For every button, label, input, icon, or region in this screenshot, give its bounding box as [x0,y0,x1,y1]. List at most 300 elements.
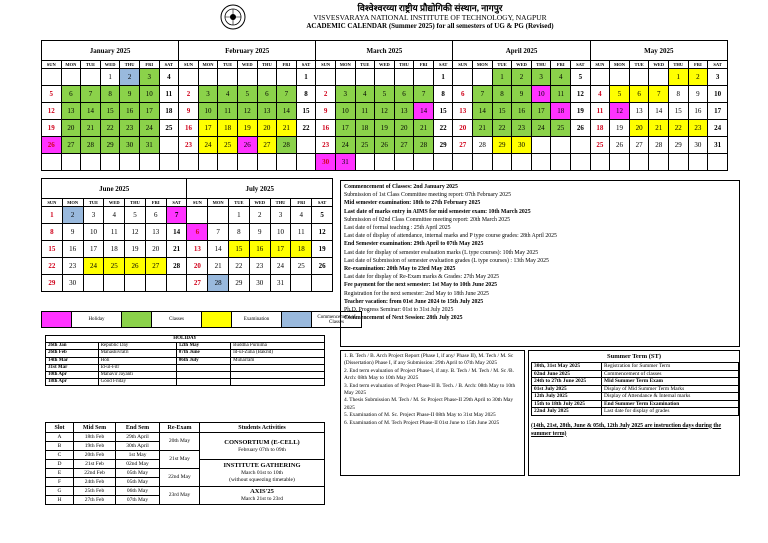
day-cell: 21 [81,120,101,137]
day-cell: 28 [473,137,493,154]
week-row [42,258,333,275]
day-cell: 25 [551,120,571,137]
holiday-cell: 12th May [176,343,230,350]
day-cell [551,154,571,171]
month-title: March 2025 [316,41,453,61]
day-cell: 25 [355,137,375,154]
month-title-row [42,41,728,61]
day-cell: 21 [473,120,493,137]
day-cell: 7 [166,207,187,224]
day-header: FRI [414,61,434,69]
project-note: 6. Examination of M. Tech Project Phase-II 01st June to 15th June 2025 [344,419,500,426]
day-cell: 18 [355,120,375,137]
col-slot: Slot [46,423,74,433]
note-line: Last date of formal teaching : 25th April 2025 [344,225,451,232]
end-sem: 29th April [116,433,160,442]
day-cell: 29 [492,137,512,154]
day-header: SUN [453,61,473,69]
day-cell: 26 [125,258,146,275]
day-header: TUE [81,61,101,69]
day-cell [649,154,669,171]
day-cell: 9 [688,86,708,103]
day-cell [296,154,316,171]
header [0,4,768,40]
day-cell: 1 [42,207,63,224]
day-cell: 25 [291,258,312,275]
day-cell: 7 [649,86,669,103]
col-end-sem: End Sem [116,423,160,433]
day-cell: 15 [229,241,250,258]
day-cell: 13 [257,103,277,120]
summer-date: 02nd June 2025 [532,370,602,378]
day-cell: 3 [139,69,159,86]
day-header: THU [669,61,689,69]
day-cell: 4 [551,69,571,86]
day-cell: 24 [708,120,728,137]
day-cell: 12 [571,86,591,103]
day-cell [590,154,610,171]
mid-sem: 25th Feb [74,487,116,496]
day-header-row [42,61,728,69]
day-header: WED [375,61,395,69]
day-cell [610,154,630,171]
day-header: SAT [296,61,316,69]
summer-term-box [528,350,740,476]
day-cell: 26 [610,137,630,154]
day-cell: 14 [81,103,101,120]
day-header: TUE [355,61,375,69]
month-title: May 2025 [590,41,727,61]
day-cell [218,154,238,171]
day-header: FRI [145,199,166,207]
holiday-cell: Good Friday [98,379,176,386]
note-line: Re-examination: 20th May to 23rd May 2025 [344,266,456,273]
day-cell [237,69,257,86]
day-header: FRI [277,61,297,69]
day-cell: 7 [208,224,229,241]
day-cell: 3 [83,207,104,224]
mid-sem: 19th Feb [74,442,116,451]
day-cell [492,154,512,171]
month-title: July 2025 [187,179,333,199]
day-cell: 8 [492,86,512,103]
day-cell [83,275,104,292]
day-cell: 12 [312,224,333,241]
day-cell: 22 [492,120,512,137]
day-cell: 14 [649,103,669,120]
week-row [42,207,333,224]
day-cell: 6 [257,86,277,103]
summer-event: Display of Mid Summer Term Marks [602,385,739,393]
day-cell: 26 [571,120,591,137]
day-cell: 28 [208,275,229,292]
slot: A [46,433,74,442]
day-cell: 17 [708,103,728,120]
day-header: TUE [229,199,250,207]
day-cell: 5 [312,207,333,224]
activity-axis [200,487,325,505]
day-cell: 31 [335,154,355,171]
day-cell: 24 [139,120,159,137]
week-row [42,154,728,171]
day-header: THU [257,61,277,69]
day-cell [649,69,669,86]
day-cell [139,154,159,171]
day-cell: 29 [669,137,689,154]
day-cell: 15 [296,103,316,120]
day-cell [551,137,571,154]
summer-term-table [531,362,739,416]
day-cell: 24 [335,137,355,154]
day-cell: 13 [145,224,166,241]
day-cell: 18 [551,103,571,120]
day-cell: 28 [414,137,434,154]
slot: F [46,478,74,487]
day-cell [610,69,630,86]
day-cell [159,137,179,154]
day-cell: 9 [316,103,336,120]
day-cell: 16 [179,120,199,137]
day-header: MON [208,199,229,207]
note-line: Last date for display of semester evaluation marks (L type courses): 10th May 2025 [344,249,539,256]
day-cell [669,154,689,171]
holiday-cell: 10th Apr [46,371,99,378]
holiday-table [45,335,325,386]
week-row [42,120,728,137]
day-cell: 6 [61,86,81,103]
day-cell: 21 [277,120,297,137]
day-header: FRI [551,61,571,69]
day-cell: 17 [139,103,159,120]
activity-axis-title: AXIS'25 [250,488,274,495]
day-cell: 14 [166,224,187,241]
day-cell: 27 [629,137,649,154]
day-cell [257,154,277,171]
institute-logo-icon [220,4,246,30]
day-cell: 22 [100,120,120,137]
day-cell: 29 [229,275,250,292]
calendar-bottom [41,178,333,292]
day-cell: 2 [62,207,83,224]
legend-commencement: Commencement of Classes [312,312,362,328]
day-cell: 16 [688,103,708,120]
summer-date: 15th to 18th July 2025 [532,400,602,408]
day-cell [187,207,208,224]
slot: D [46,460,74,469]
day-cell: 27 [453,137,473,154]
day-cell: 9 [249,224,270,241]
day-cell: 1 [492,69,512,86]
day-cell: 23 [249,258,270,275]
day-cell [81,154,101,171]
activity-consortium-date: February 07th to 09th [238,446,286,453]
activity-gathering-note: (without squeezing timetable) [229,477,295,483]
note-line: Commencement of Next Session: 28th July 2025 [344,315,463,322]
day-header: SUN [187,199,208,207]
day-cell: 7 [81,86,101,103]
day-cell: 5 [237,86,257,103]
day-header: SAT [571,61,591,69]
holiday-cell [176,364,230,371]
day-cell: 25 [218,137,238,154]
day-cell: 23 [179,137,199,154]
summer-term-footnote: (14th, 21st, 28th, June & 05th, 12th July 2025 are instruction days during the summer term) [531,422,722,437]
day-cell: 30 [688,137,708,154]
end-sem: 30th April [116,442,160,451]
day-cell: 1 [296,69,316,86]
day-cell: 18 [218,120,238,137]
day-cell: 18 [291,241,312,258]
day-header: SUN [42,61,62,69]
end-sem: 1st May [116,451,160,460]
day-cell: 10 [139,86,159,103]
day-cell: 27 [394,137,414,154]
holiday-cell: 26th Feb [46,350,99,357]
summer-row [532,400,739,408]
day-header: SUN [316,61,336,69]
day-cell [125,275,146,292]
month-title: January 2025 [42,41,179,61]
day-cell [296,137,316,154]
day-cell [708,154,728,171]
project-note: 3. End term evaluation of Project Phase-II B. Tech. / B. Arch: 08th May to 10th May 2025 [344,382,516,397]
end-sem: 05th May [116,469,160,478]
summer-event: Registration for Summer Term [602,363,739,371]
mid-sem: 20th Feb [74,451,116,460]
day-cell: 23 [688,120,708,137]
legend [41,311,362,328]
day-header: SAT [159,61,179,69]
holiday-row [46,379,325,386]
note-line: Registration for the next semester: 2nd May to 18th June 2025 [344,290,489,297]
day-cell: 12 [610,103,630,120]
week-row [42,224,333,241]
project-note: 2. End term evaluation of Project Phase-I, if any. B. Tech / M. Tech / M. Sc /B. Arch: 08th May to 10th May 2025 [344,367,514,382]
day-cell: 16 [120,103,140,120]
day-cell: 21 [208,258,229,275]
day-header: THU [394,61,414,69]
day-header: THU [531,61,551,69]
day-cell: 11 [590,103,610,120]
day-cell [218,69,238,86]
day-header: WED [100,61,120,69]
day-cell: 31 [139,137,159,154]
activity-consortium [200,433,325,460]
day-cell: 14 [208,241,229,258]
day-cell: 30 [249,275,270,292]
day-cell [179,154,199,171]
day-cell: 18 [159,103,179,120]
day-cell: 2 [688,69,708,86]
day-cell: 25 [590,137,610,154]
day-header: WED [512,61,532,69]
note-line: Mid semester examination: 18th to 27th February 2025 [344,200,481,207]
day-cell: 17 [335,120,355,137]
day-cell: 12 [375,103,395,120]
day-cell: 30 [316,154,336,171]
holiday-cell: Muharram [231,357,325,364]
day-cell: 31 [270,275,291,292]
day-cell: 29 [433,137,453,154]
summer-row [532,370,739,378]
week-row [42,69,728,86]
day-cell [120,154,140,171]
day-cell: 20 [145,241,166,258]
holiday-row [46,357,325,364]
holiday-cell: 06th July [176,357,230,364]
day-cell [104,275,125,292]
day-cell: 5 [125,207,146,224]
day-cell: 2 [512,69,532,86]
day-cell [571,154,591,171]
day-cell: 21 [414,120,434,137]
month-title: April 2025 [453,41,590,61]
day-cell: 16 [249,241,270,258]
slot: E [46,469,74,478]
day-cell: 15 [669,103,689,120]
day-cell: 30 [512,137,532,154]
day-header: WED [649,61,669,69]
day-cell [198,69,218,86]
day-cell: 6 [145,207,166,224]
mid-sem: 24th Feb [74,478,116,487]
holiday-cell: 07th June [176,350,230,357]
day-cell [531,137,551,154]
day-cell: 13 [61,103,81,120]
day-cell [531,154,551,171]
day-cell: 20 [257,120,277,137]
note-line: End Semester examination: 29th April to 07th May 2025 [344,241,484,248]
day-cell: 29 [42,275,63,292]
summer-date: 12th July 2025 [532,393,602,401]
holiday-cell: Mahavir Jayanti [98,371,176,378]
day-cell: 2 [249,207,270,224]
day-cell [42,154,62,171]
day-cell: 5 [610,86,630,103]
day-cell: 4 [218,86,238,103]
slot: G [46,487,74,496]
day-cell: 27 [61,137,81,154]
day-cell: 16 [62,241,83,258]
day-cell: 17 [198,120,218,137]
day-cell: 8 [100,86,120,103]
summer-row [532,385,739,393]
day-header: FRI [291,199,312,207]
day-cell [473,69,493,86]
day-cell: 10 [531,86,551,103]
day-cell: 7 [473,86,493,103]
day-cell [277,154,297,171]
day-header: FRI [139,61,159,69]
day-cell [277,69,297,86]
summer-date: 24th to 27th June 2025 [532,378,602,386]
day-cell [355,154,375,171]
day-cell: 13 [629,103,649,120]
end-sem: 07th May [116,496,160,505]
holiday-cell [176,379,230,386]
day-cell: 25 [159,120,179,137]
day-cell: 24 [531,120,551,137]
day-cell: 8 [229,224,250,241]
note-line: Last date for display of Re-Exam marks & Grades: 27th May 2025 [344,274,500,281]
day-cell [629,69,649,86]
project-note: 1. B. Tech / B. Arch Project Report (Phase I, if any/ Phase II), M. Tech / M. Sc (Dissertation) Phase I, if any Submission: 29th April to 07th May 2025 [344,353,514,367]
summer-row [532,393,739,401]
day-cell: 20 [394,120,414,137]
summer-event: Mid Summer Term Exam [602,378,739,386]
activity-gathering-title: INSTITUTE GATHERING [223,462,301,469]
day-cell: 4 [159,69,179,86]
note-line: Ph.D. Progress Seminar: 01st to 31st July 2025 [344,307,454,314]
day-cell: 11 [104,224,125,241]
day-cell: 28 [166,258,187,275]
holiday-cell: 26th Jan [46,343,99,350]
day-cell: 25 [104,258,125,275]
day-header: TUE [492,61,512,69]
day-cell: 19 [42,120,62,137]
summer-date: 01st July 2025 [532,385,602,393]
day-cell [473,154,493,171]
day-cell [100,154,120,171]
re-exam: 20th May [160,433,200,451]
day-cell: 30 [120,137,140,154]
day-header: MON [610,61,630,69]
day-cell: 10 [708,86,728,103]
day-header: MON [473,61,493,69]
day-cell: 20 [453,120,473,137]
day-cell: 28 [81,137,101,154]
day-cell: 8 [296,86,316,103]
project-note: 4. Thesis Submission M. Tech / M. Sc Project Phase-II 29th April to 30th May 2025 [344,397,514,411]
project-note: 5. Examination of M. Sc. Project Phase-II 08th May to 31st May 2025 [344,412,496,419]
day-cell: 10 [335,103,355,120]
mid-sem: 27th Feb [74,496,116,505]
month-title: February 2025 [179,41,316,61]
day-cell: 15 [100,103,120,120]
day-cell: 23 [512,120,532,137]
day-cell: 13 [187,241,208,258]
note-line: Commencement of Classes: 2nd January 2025 [344,184,458,190]
day-cell: 26 [42,137,62,154]
day-header: SAT [708,61,728,69]
day-cell: 30 [62,275,83,292]
legend-classes: Classes [152,312,202,328]
day-cell [257,69,277,86]
day-cell [453,69,473,86]
day-cell [159,154,179,171]
day-cell: 11 [159,86,179,103]
activity-gathering-date: March 01st to 10th [241,470,283,476]
day-cell: 11 [355,103,375,120]
day-cell: 23 [62,258,83,275]
slot: C [46,451,74,460]
note-line: Last date of display of attendance, internal marks and P type course grades: 28th April 2025 [344,233,557,240]
day-cell [414,154,434,171]
day-header: WED [104,199,125,207]
day-header: MON [198,61,218,69]
day-header: MON [62,199,83,207]
day-header: SAT [166,199,187,207]
day-header: SUN [179,61,199,69]
legend-holiday-swatch [42,312,72,328]
day-cell: 11 [218,103,238,120]
day-cell: 24 [270,258,291,275]
holiday-title: HOLIDAY [46,336,325,343]
slot: B [46,442,74,451]
mid-sem: 22nd Feb [74,469,116,478]
day-header: MON [61,61,81,69]
day-cell: 18 [590,120,610,137]
